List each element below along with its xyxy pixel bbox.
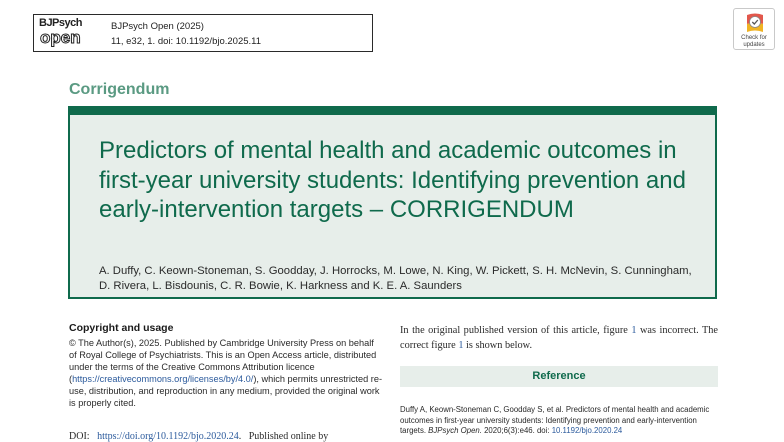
journal-header: [33, 14, 373, 52]
reference-entry: Duffy A, Keown-Stoneman C, Goodday S, et al. Predictors of mental health and academic outcomes in first-year university students: Identifying prevention and early-intervention targets. BJPsych Open. 2020;6(3):e46. doi: 10.1192/bjo.2020.24: [400, 405, 710, 435]
figure-link-2[interactable]: 1: [458, 340, 464, 351]
body-paragraph: In the original published version of this article, figure 1 was incorrect. The correct figure 1 is shown below.: [400, 325, 718, 351]
doi-line: DOI: https://doi.org/10.1192/bjo.2020.24. Published online by: [69, 431, 329, 442]
title-box: [68, 106, 717, 299]
logo-bottom-text: open: [40, 28, 81, 47]
article-type-label: Corrigendum: [69, 81, 170, 98]
license-link[interactable]: https://creativecommons.org/licenses/by/4.0/: [72, 374, 254, 384]
doi-link[interactable]: https://doi.org/10.1192/bjo.2020.24: [97, 431, 239, 442]
reference-doi-link[interactable]: 10.1192/bjo.2020.24: [551, 426, 623, 435]
copyright-section: [69, 322, 384, 409]
logo-top-text: BJPsych: [39, 17, 82, 29]
copyright-text: © The Author(s), 2025. Published by Cambridge University Press on behalf of Royal College of Psychiatrists. This is an Open Access article, distributed under the terms of the Creative Commons Attribution licence (https://creativecommons.org/licenses/by/4.0/), which permits unrestricted re-use, distribution, and reproduction in any medium, provided the original work is properly cited.: [69, 338, 383, 408]
author-list: A. Duffy, C. Keown-Stoneman, S. Goodday, J. Horrocks, M. Lowe, N. King, W. Pickett, S. H. McNevin, S. Cunningham, D. Rivera, L. Bisdounis, C. R. Bowie, K. Harkness and K. E. A. Saunders: [99, 265, 692, 292]
figure-link-1[interactable]: 1: [631, 325, 637, 336]
check-for-updates-label: Check for updates: [741, 35, 767, 48]
bjpsych-open-logo[interactable]: [39, 18, 93, 48]
journal-name: BJPsych Open (2025): [111, 21, 204, 32]
journal-citation: 11, e32, 1. doi: 10.1192/bjo.2025.11: [111, 36, 262, 47]
reference-heading: Reference: [400, 366, 718, 387]
body-section: [400, 323, 718, 353]
article-title: Predictors of mental health and academic outcomes in first-year university students: Identifying prevention and early-intervention targets – CORRIGENDUM: [99, 137, 686, 223]
check-for-updates-badge[interactable]: [733, 8, 775, 50]
copyright-heading: Copyright and usage: [69, 322, 174, 334]
crossmark-icon: [746, 12, 764, 34]
